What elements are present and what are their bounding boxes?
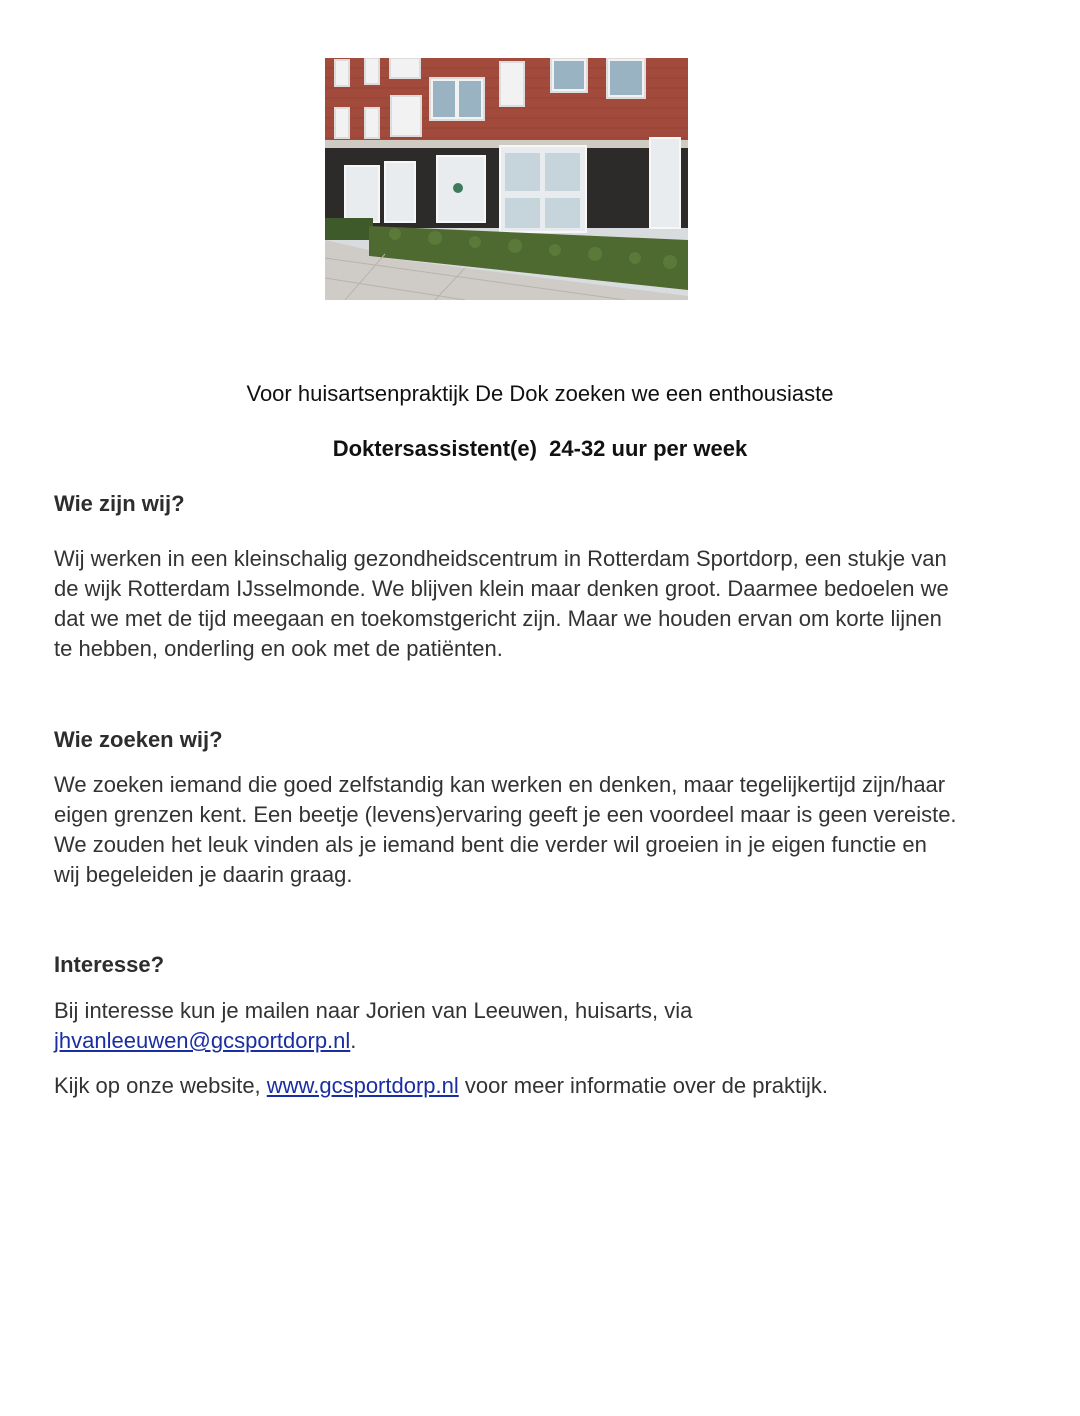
text-line: de wijk Rotterdam IJsselmonde. We blijven klein maar denken groot. Daarmee bedoelen we [54, 576, 949, 601]
email-line [54, 1026, 1014, 1056]
website-line [54, 1071, 1014, 1101]
text-line: Bij interesse kun je mailen naar Jorien van Leeuwen, huisarts, via [54, 998, 693, 1023]
section-body-seek [54, 770, 1014, 890]
website-paragraph [54, 1071, 1014, 1101]
website-link[interactable]: www.gcsportdorp.nl [266, 1073, 459, 1098]
building-photo [325, 58, 688, 300]
intro-line: Voor huisartsenpraktijk De Dok zoeken we een enthousiaste [246, 381, 834, 406]
text-line: We zouden het leuk vinden als je iemand bent die verder wil groeien in je eigen functie en [54, 832, 927, 857]
text-line: te hebben, onderling en ook met de patiënten. [54, 636, 503, 661]
text-line: eigen grenzen kent. Een beetje (levens)ervaring geeft je een voordeel maar is geen vereiste. [54, 802, 957, 827]
section-heading-who: Wie zijn wij? [54, 491, 185, 516]
section-heading-interest: Interesse? [54, 952, 165, 977]
website-prefix: Kijk op onze website, [54, 1073, 267, 1098]
section-heading-seek: Wie zoeken wij? [54, 727, 223, 752]
job-title: Doktersassistent(e) 24-32 uur per week [332, 436, 748, 461]
email-link[interactable]: jhvanleeuwen@gcsportdorp.nl [54, 1028, 351, 1053]
text-line: Wij werken in een kleinschalig gezondheidscentrum in Rotterdam Sportdorp, een stukje van [54, 546, 947, 571]
text-line: wij begeleiden je daarin graag. [54, 862, 353, 887]
section-body-interest [54, 996, 1014, 1056]
section-body-who [54, 544, 1014, 664]
text-line: We zoeken iemand die goed zelfstandig kan werken en denken, maar tegelijkertijd zijn/haar [54, 772, 946, 797]
email-suffix: . [350, 1028, 357, 1053]
website-suffix: voor meer informatie over de praktijk. [458, 1073, 829, 1098]
text-line: dat we met de tijd meegaan en toekomstgericht zijn. Maar we houden ervan om korte lijnen [54, 606, 942, 631]
